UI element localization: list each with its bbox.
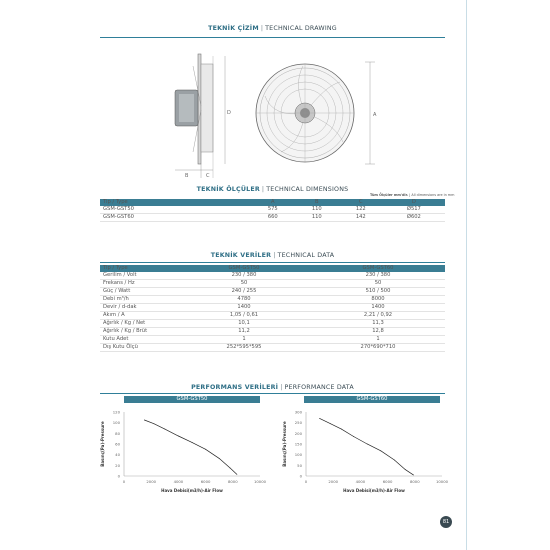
table-cell: GSM-GST50 [100,206,251,214]
performance-chart-gst60 [272,404,452,500]
table-cell: 230 / 380 [311,272,445,280]
curve-point [353,436,354,437]
technical-data-title: TEKNİK VERİLER | TECHNICAL DATA [210,252,335,259]
y-tick-label: 60 [115,441,120,447]
x-tick-label: 6000 [200,479,211,484]
table-row [100,304,445,312]
dimensions-note-bold: Tüm Ölçüler mm'dir. [370,193,409,197]
table-cell: Devir / d-dak [100,304,177,312]
curve-point [164,429,165,430]
curve-point [154,423,155,424]
table-cell: Ağırlık / Kg / Net [100,320,177,328]
fan-front-view [256,62,377,164]
table-cell: Frekans / Hz [100,280,177,288]
y-axis-label: Basınç(Pa)-Pressure [282,421,287,467]
x-tick-label: 6000 [382,479,393,484]
y-tick-label: 0 [117,473,120,479]
y-tick-label: 250 [294,420,302,426]
dimensions-note [370,193,454,197]
table-cell: 50 [177,280,311,288]
curve-point [380,450,381,451]
y-tick-label: 200 [294,430,302,436]
curve-point [405,469,406,470]
dimensions-title-en: TECHNICAL DIMENSIONS [266,186,349,193]
table-cell: 1,05 / 0,61 [177,312,311,320]
table-cell: 1 [177,336,311,344]
y-tick-label: 40 [115,452,120,458]
y-tick-label: 80 [115,430,120,436]
technical-data-table [100,265,445,352]
table-row [100,296,445,304]
technical-drawing [165,46,395,186]
table-cell: 252*595*595 [177,344,311,352]
table-cell: 510 / 500 [311,288,445,296]
performance-rule [100,393,445,394]
table-cell: GSM-GST60 [100,214,251,222]
table-cell: Ağırlık / Kg / Brüt [100,328,177,336]
y-axis-label: Basınç(Pa)-Pressure [100,421,105,467]
performance-title-en: PERFORMANCE DATA [284,384,354,391]
technical-data-header-gst50: GSM-GST50 [177,265,311,272]
table-cell: 1 [311,336,445,344]
table-row [100,280,445,288]
table-cell: 110 [295,206,339,214]
technical-data-header-gst60: GSM-GST60 [311,265,445,272]
curve-point [192,442,193,443]
table-cell: Debi m³/h [100,296,177,304]
curve-point [319,418,320,419]
x-tick-label: 4000 [355,479,366,484]
dimensions-header-type: Tip / Type [100,199,251,206]
dim-label-b: B [185,173,189,179]
dimensions-title: TEKNİK ÖLÇÜLER | TECHNICAL DIMENSIONS [196,186,349,193]
page-edge-rule [466,0,467,550]
technical-data-header-row [100,265,445,272]
curve-point [367,444,368,445]
table-cell: Gerilim / Volt [100,272,177,280]
table-cell: Dış Kutu Ölçü [100,344,177,352]
x-tick-label: 0 [304,479,308,484]
table-row [100,312,445,320]
table-cell: 12,8 [311,328,445,336]
table-row [100,288,445,296]
technical-drawing-title-tr: TEKNİK ÇİZİM [208,25,259,32]
technical-drawing-rule [100,37,445,38]
y-tick-label: 100 [112,420,120,426]
chart-title-gst50: GSM-GST50 [124,396,260,403]
table-cell: 110 [295,214,339,222]
fan-side-view [175,54,231,179]
technical-data-title-en: TECHNICAL DATA [277,252,335,259]
performance-title-tr: PERFORMANS VERİLERİ [191,384,279,391]
y-tick-label: 100 [294,452,302,458]
technical-data-rule [100,262,445,263]
table-cell: 4780 [177,296,311,304]
performance-curve [144,420,237,474]
curve-point [230,468,231,469]
dimensions-note-text: All dimensions are in mm [411,193,455,197]
dimensions-table [100,199,445,222]
x-tick-label: 10000 [435,479,449,484]
y-tick-label: 150 [294,441,302,447]
dim-label-a: A [373,112,377,118]
table-cell: 8000 [311,296,445,304]
table-row [100,320,445,328]
x-tick-label: 2000 [146,479,157,484]
curve-point [178,436,179,437]
dim-label-d: D [227,110,231,116]
table-row [100,214,445,222]
table-row [100,328,445,336]
y-tick-label: 120 [112,409,120,415]
table-cell: 10,1 [177,320,311,328]
table-row [100,206,445,214]
performance-title: PERFORMANS VERİLERİ | PERFORMANCE DATA [191,384,354,391]
table-cell: 660 [251,214,295,222]
curve-point [144,420,145,421]
curve-point [236,474,237,475]
y-tick-label: 50 [297,462,302,468]
table-cell: Güç / Watt [100,288,177,296]
table-cell: 142 [339,214,383,222]
curve-point [219,458,220,459]
performance-curve [320,418,414,475]
table-cell: 2,21 / 0,92 [311,312,445,320]
dimensions-header-c: C [339,199,383,206]
curve-point [394,460,395,461]
table-cell: Akım / A [100,312,177,320]
x-tick-label: 4000 [173,479,184,484]
dimensions-title-tr: TEKNİK ÖLÇÜLER [196,186,260,193]
dimensions-header-a: A [251,199,295,206]
curve-point [413,475,414,476]
x-axis-label: Hava Debisi(m3/h)-Air Flow [161,488,223,493]
table-cell: 1400 [311,304,445,312]
technical-drawing-title-en: TECHNICAL DRAWING [265,25,337,32]
table-cell: 50 [311,280,445,288]
dim-label-c: C [206,173,210,179]
dimensions-note-separator: | [409,193,411,197]
y-tick-label: 300 [294,409,302,415]
table-cell: 230 / 380 [177,272,311,280]
dimensions-header-d: D [383,199,445,206]
x-tick-label: 0 [122,479,126,484]
dimensions-header-b: B [295,199,339,206]
y-tick-label: 0 [299,473,302,479]
y-tick-label: 20 [115,462,120,468]
x-tick-label: 8000 [409,479,420,484]
curve-point [205,449,206,450]
table-cell: 122 [339,206,383,214]
x-tick-label: 2000 [328,479,339,484]
table-cell: Ø602 [383,214,445,222]
x-axis-label: Hava Debisi(m3/h)-Air Flow [343,488,405,493]
table-cell: 1400 [177,304,311,312]
curve-point [341,429,342,430]
table-cell: 11,3 [311,320,445,328]
curve-point [330,423,331,424]
dimensions-header-row [100,199,445,206]
table-row [100,336,445,344]
table-cell: Ø517 [383,206,445,214]
table-cell: 270*690*710 [311,344,445,352]
technical-drawing-title: TEKNİK ÇİZİM | TECHNICAL DRAWING [208,25,337,32]
chart-title-gst60: GSM-GST60 [304,396,440,403]
technical-data-title-tr: TEKNİK VERİLER [210,252,272,259]
page-number-badge: 81 [440,516,452,528]
table-row [100,344,445,352]
table-cell: 240 / 255 [177,288,311,296]
table-cell: 575 [251,206,295,214]
table-cell: Kutu Adet [100,336,177,344]
table-cell: 11,2 [177,328,311,336]
x-tick-label: 8000 [227,479,238,484]
x-tick-label: 10000 [253,479,267,484]
performance-chart-gst50 [90,404,270,500]
table-row [100,272,445,280]
technical-data-header-type: Tip / Type [100,265,177,272]
